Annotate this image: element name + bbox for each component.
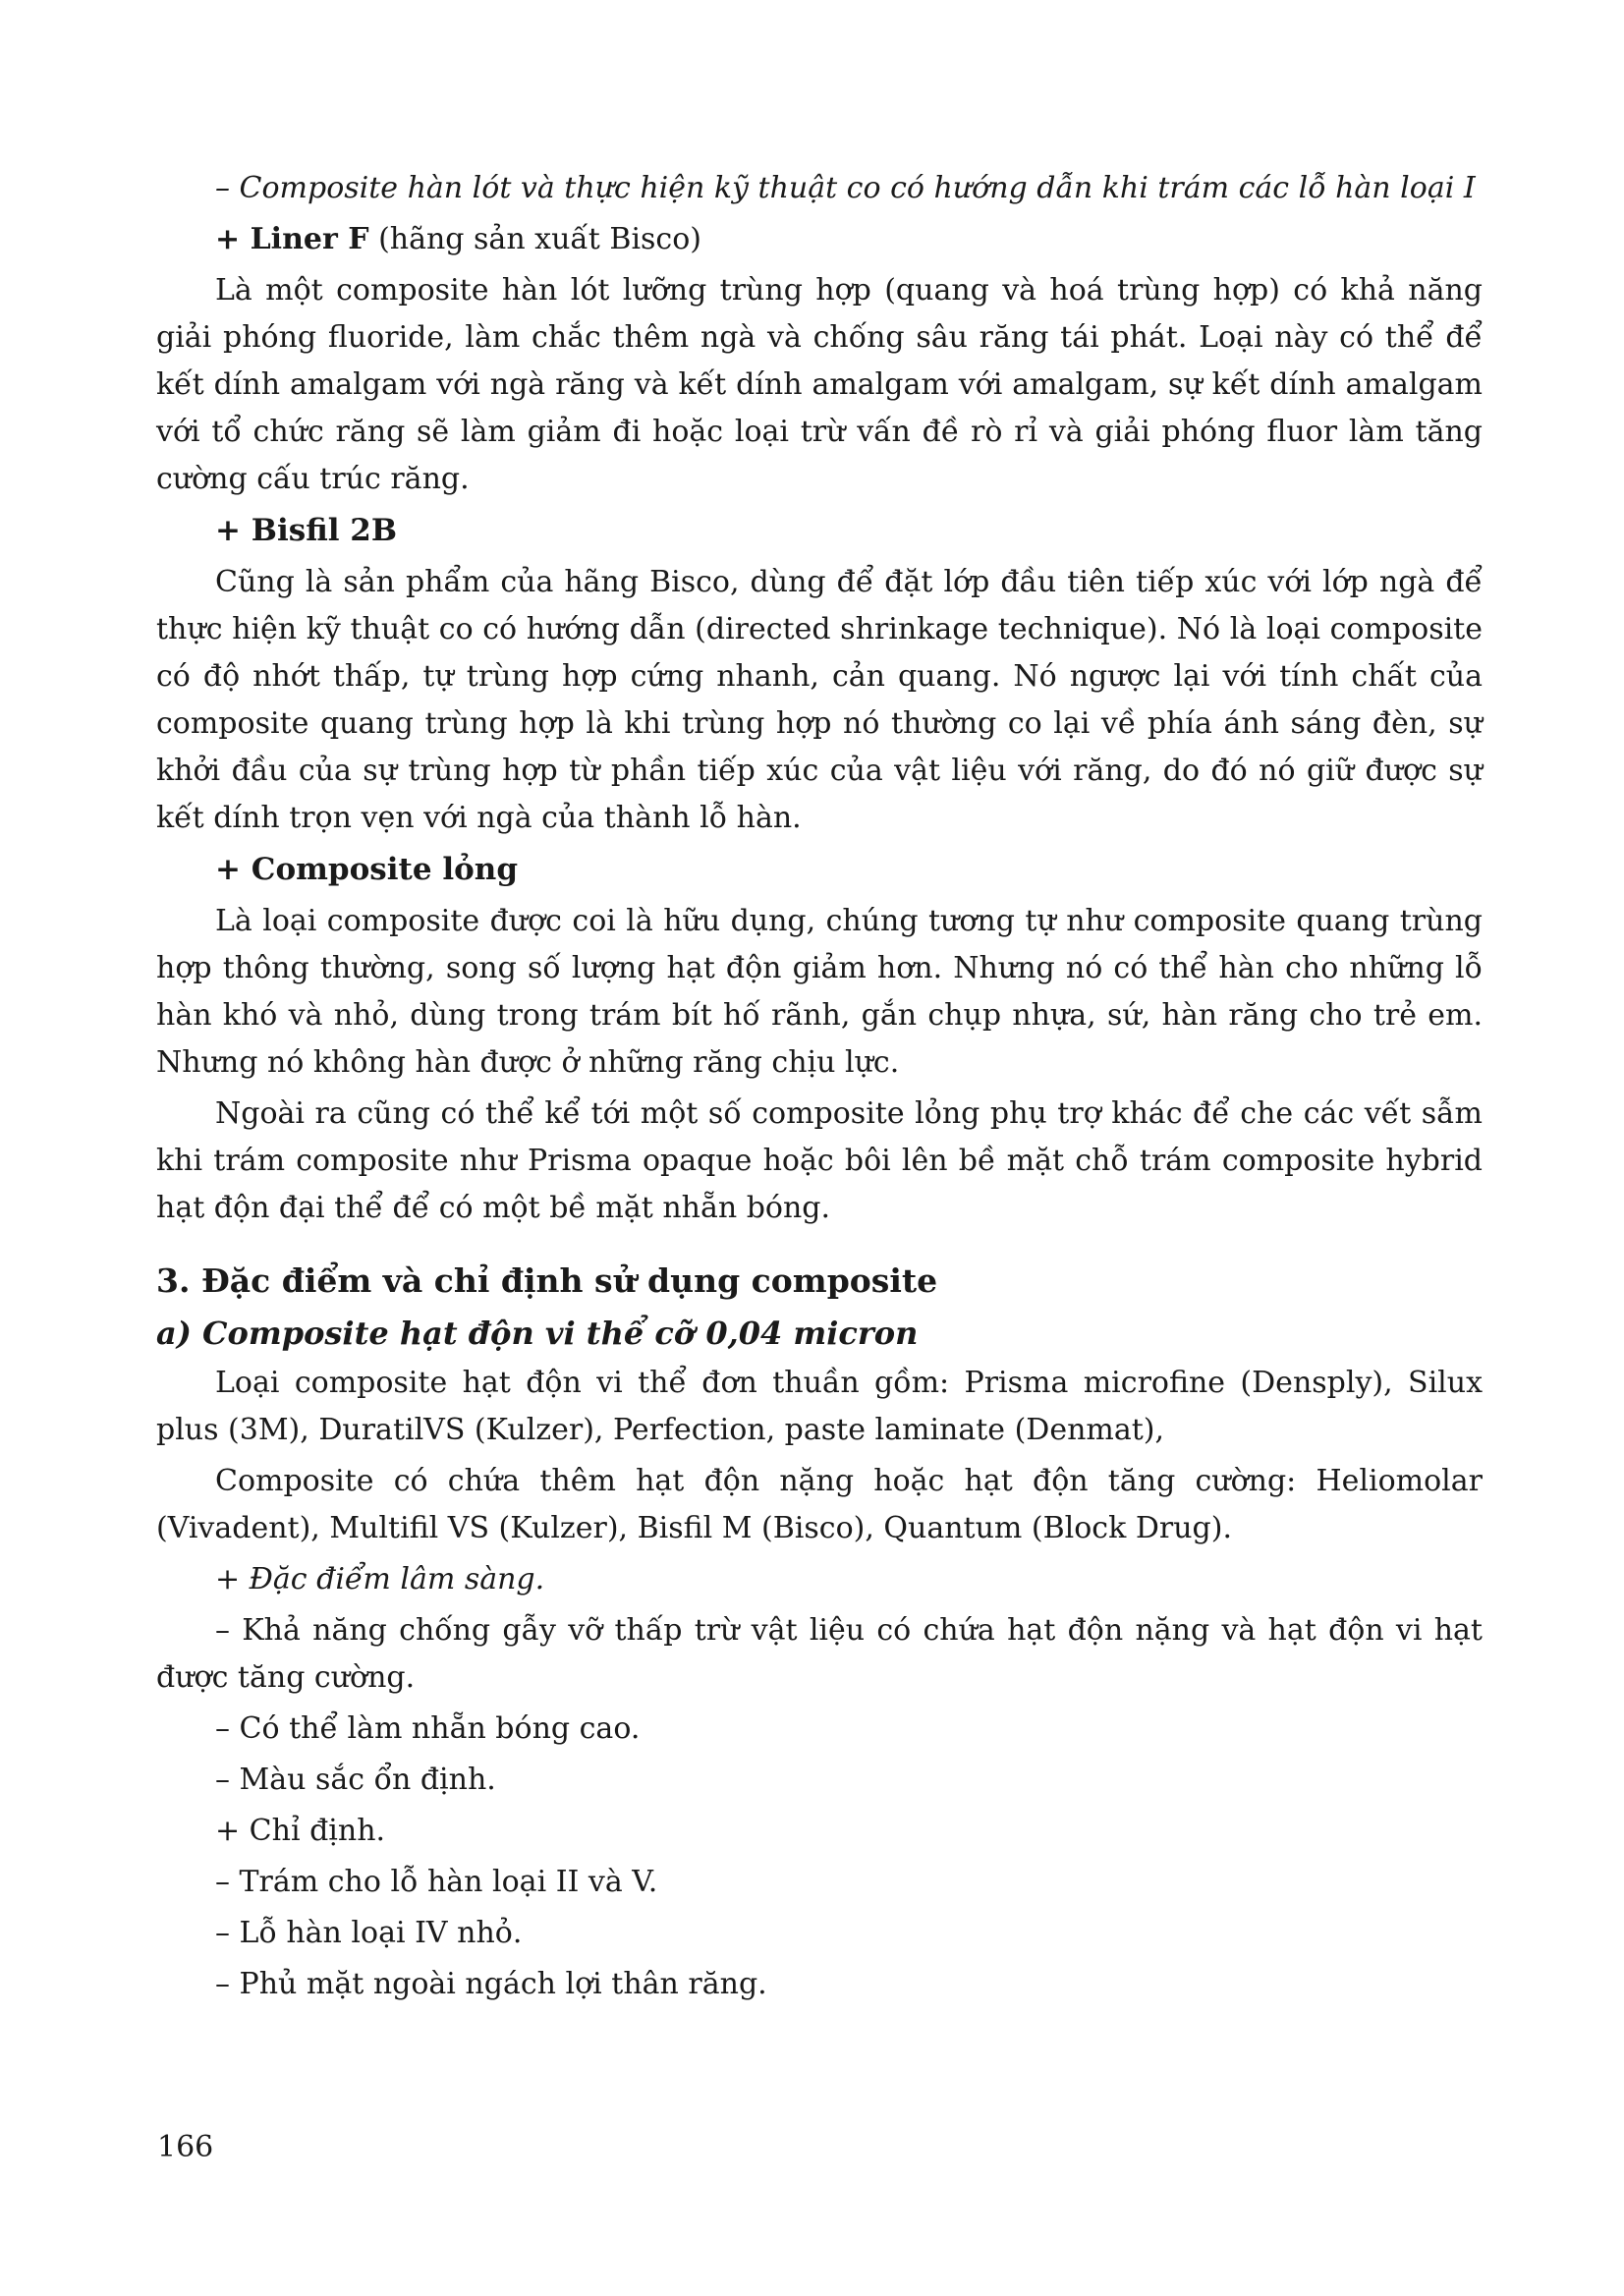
other-composite-paragraph: Ngoài ra cũng có thể kể tới một số composite lỏng phụ trợ khác để che các vết sẫm khi trám composite như Prisma opaque hoặc bôi lên bề mặt chỗ trám composite hybrid hạt độn đại thể để có một bề mặt nhẵn bóng. [156,1096,1483,1225]
bisfil-heading: + Bisfil 2B [215,513,398,548]
indication-heading: + Chỉ định. [215,1814,386,1848]
clinical-features-heading: + Đặc điểm lâm sàng. [215,1562,545,1596]
bullet-class-ii-v: – Trám cho lỗ hàn loại II và V. [215,1865,658,1899]
microfine-list-paragraph: Loại composite hạt độn vi thể đơn thuần gồm: Prisma microfine (Densply), Silux plus (3M), DuratilVS (Kulzer), Perfection, paste laminate (Denmat), [156,1366,1483,1447]
liner-f-label: + Liner F [215,222,369,256]
bullet-polish: – Có thể làm nhẵn bóng cao. [215,1711,641,1746]
page-number: 166 [157,2130,214,2164]
bullet-color: – Màu sắc ổn định. [215,1763,496,1797]
page-body [156,165,1483,2012]
bullet-class-iv: – Lỗ hàn loại IV nhỏ. [215,1916,523,1950]
subsection-a-title: a) Composite hạt độn vi thể cỡ 0,04 micron [156,1315,919,1352]
liner-f-heading [156,216,1483,263]
bullet-gingival: – Phủ mặt ngoài ngách lợi thân răng. [215,1967,767,2001]
liner-f-paragraph: Là một composite hàn lót lưỡng trùng hợp (quang và hoá trùng hợp) có khả năng giải phóng fluoride, làm chắc thêm ngà và chống sâu răng tái phát. Loại này có thể để kết dính amalgam với ngà răng và kết dính amalgam với amalgam, sự kết dính amalgam với tổ chức răng sẽ làm giảm đi hoặc loại trừ vấn đề rò rỉ và giải phóng fluor làm tăng cường cấu trúc răng. [156,273,1483,496]
liner-f-manufacturer: (hãng sản xuất Bisco) [368,222,701,256]
heavy-filler-paragraph: Composite có chứa thêm hạt độn nặng hoặc hạt độn tăng cường: Heliomolar (Vivadent), Multifil VS (Kulzer), Bisfil M (Bisco), Quantum (Block Drug). [156,1464,1483,1545]
intro-line: – Composite hàn lót và thực hiện kỹ thuật co có hướng dẫn khi trám các lỗ hàn loại I [215,171,1476,205]
composite-long-paragraph: Là loại composite được coi là hữu dụng, chúng tương tự như composite quang trùng hợp thông thường, song số lượng hạt độn giảm hơn. Nhưng nó có thể hàn cho những lỗ hàn khó và nhỏ, dùng trong trám bít hố rãnh, gắn chụp nhựa, sứ, hàn răng cho trẻ em. Nhưng nó không hàn được ở những răng chịu lực. [156,904,1483,1080]
bullet-fracture: – Khả năng chống gẫy vỡ thấp trừ vật liệu có chứa hạt độn nặng và hạt độn vi hạt được tăng cường. [156,1613,1483,1695]
bisfil-paragraph: Cũng là sản phẩm của hãng Bisco, dùng để đặt lớp đầu tiên tiếp xúc với lớp ngà để thực hiện kỹ thuật co có hướng dẫn (directed shrinkage technique). Nó là loại composite có độ nhớt thấp, tự trùng hợp cứng nhanh, cản quang. Nó ngược lại với tính chất của composite quang trùng hợp là khi trùng hợp nó thường co lại về phía ánh sáng đèn, sự khởi đầu của sự trùng hợp từ phần tiếp xúc của vật liệu với răng, do đó nó giữ được sự kết dính trọn vẹn với ngà của thành lỗ hàn. [156,565,1483,835]
section-3-title: 3. Đặc điểm và chỉ định sử dụng composite [156,1261,938,1300]
composite-long-heading: + Composite lỏng [215,852,519,887]
